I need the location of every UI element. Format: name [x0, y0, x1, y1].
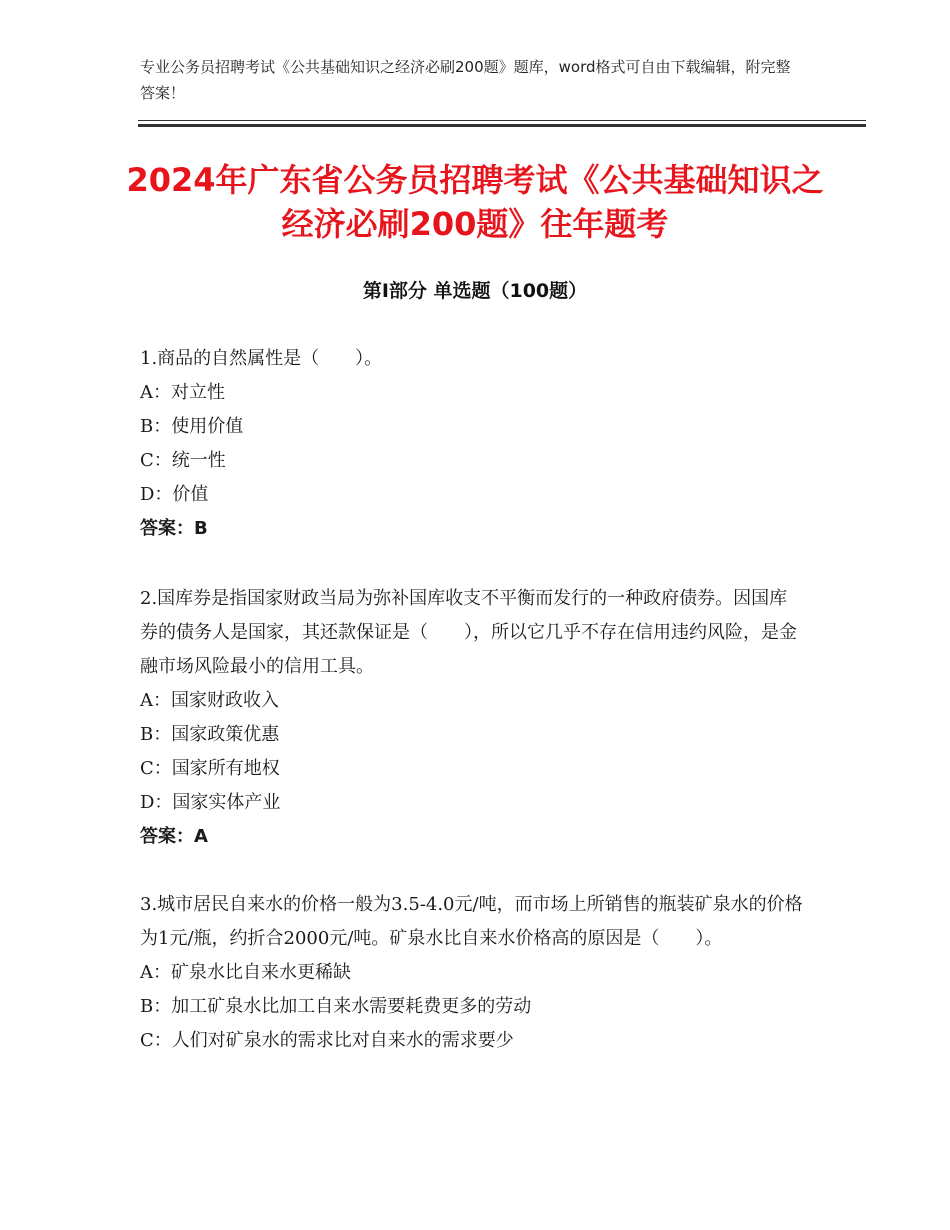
option-c: C：人们对矿泉水的需求比对自来水的需求要少 [140, 1030, 514, 1051]
option-b: B：国家政策优惠 [140, 724, 280, 745]
option-c: C：统一性 [140, 450, 226, 471]
question-stem: 2.国库券是指国家财政当局为弥补国库收支不平衡而发行的一种政府债券。因国库券的债务人是国家，其还款保证是（ ），所以它几乎不存在信用违约风险，是金融市场风险最小的信用工具。 [140, 588, 797, 677]
header-divider-thick [138, 124, 866, 127]
answer-value: A [194, 826, 208, 847]
question-1 [140, 342, 805, 546]
answer-label: 答案： [140, 518, 194, 539]
option-a: A：国家财政收入 [140, 690, 279, 711]
document-header-note: 专业公务员招聘考试《公共基础知识之经济必刷200题》题库，word格式可自由下载编辑，附完整答案！ [140, 58, 791, 102]
answer-line [140, 820, 805, 854]
option-b: B：使用价值 [140, 416, 244, 437]
question-stem: 3.城市居民自来水的价格一般为3.5-4.0元/吨，而市场上所销售的瓶装矿泉水的价格为1元/瓶，约折合2000元/吨。矿泉水比自来水价格高的原因是（ ）。 [140, 894, 803, 949]
option-d: D：国家实体产业 [140, 792, 281, 813]
option-c: C：国家所有地权 [140, 758, 280, 779]
answer-line [140, 512, 805, 546]
option-d: D：价值 [140, 484, 209, 505]
section-heading: 第Ⅰ部分 单选题（100题） [362, 280, 588, 302]
answer-value: B [194, 518, 208, 539]
header-divider-thin [138, 120, 866, 121]
answer-label: 答案： [140, 826, 194, 847]
option-a: A：对立性 [140, 382, 225, 403]
document-title: 2024年广东省公务员招聘考试《公共基础知识之经济必刷200题》往年题考 [126, 161, 824, 243]
option-a: A：矿泉水比自来水更稀缺 [140, 962, 351, 983]
question-stem: 1.商品的自然属性是（ ）。 [140, 348, 383, 369]
question-2 [140, 582, 805, 854]
question-3 [140, 888, 805, 1058]
option-b: B：加工矿泉水比加工自来水需要耗费更多的劳动 [140, 996, 532, 1017]
